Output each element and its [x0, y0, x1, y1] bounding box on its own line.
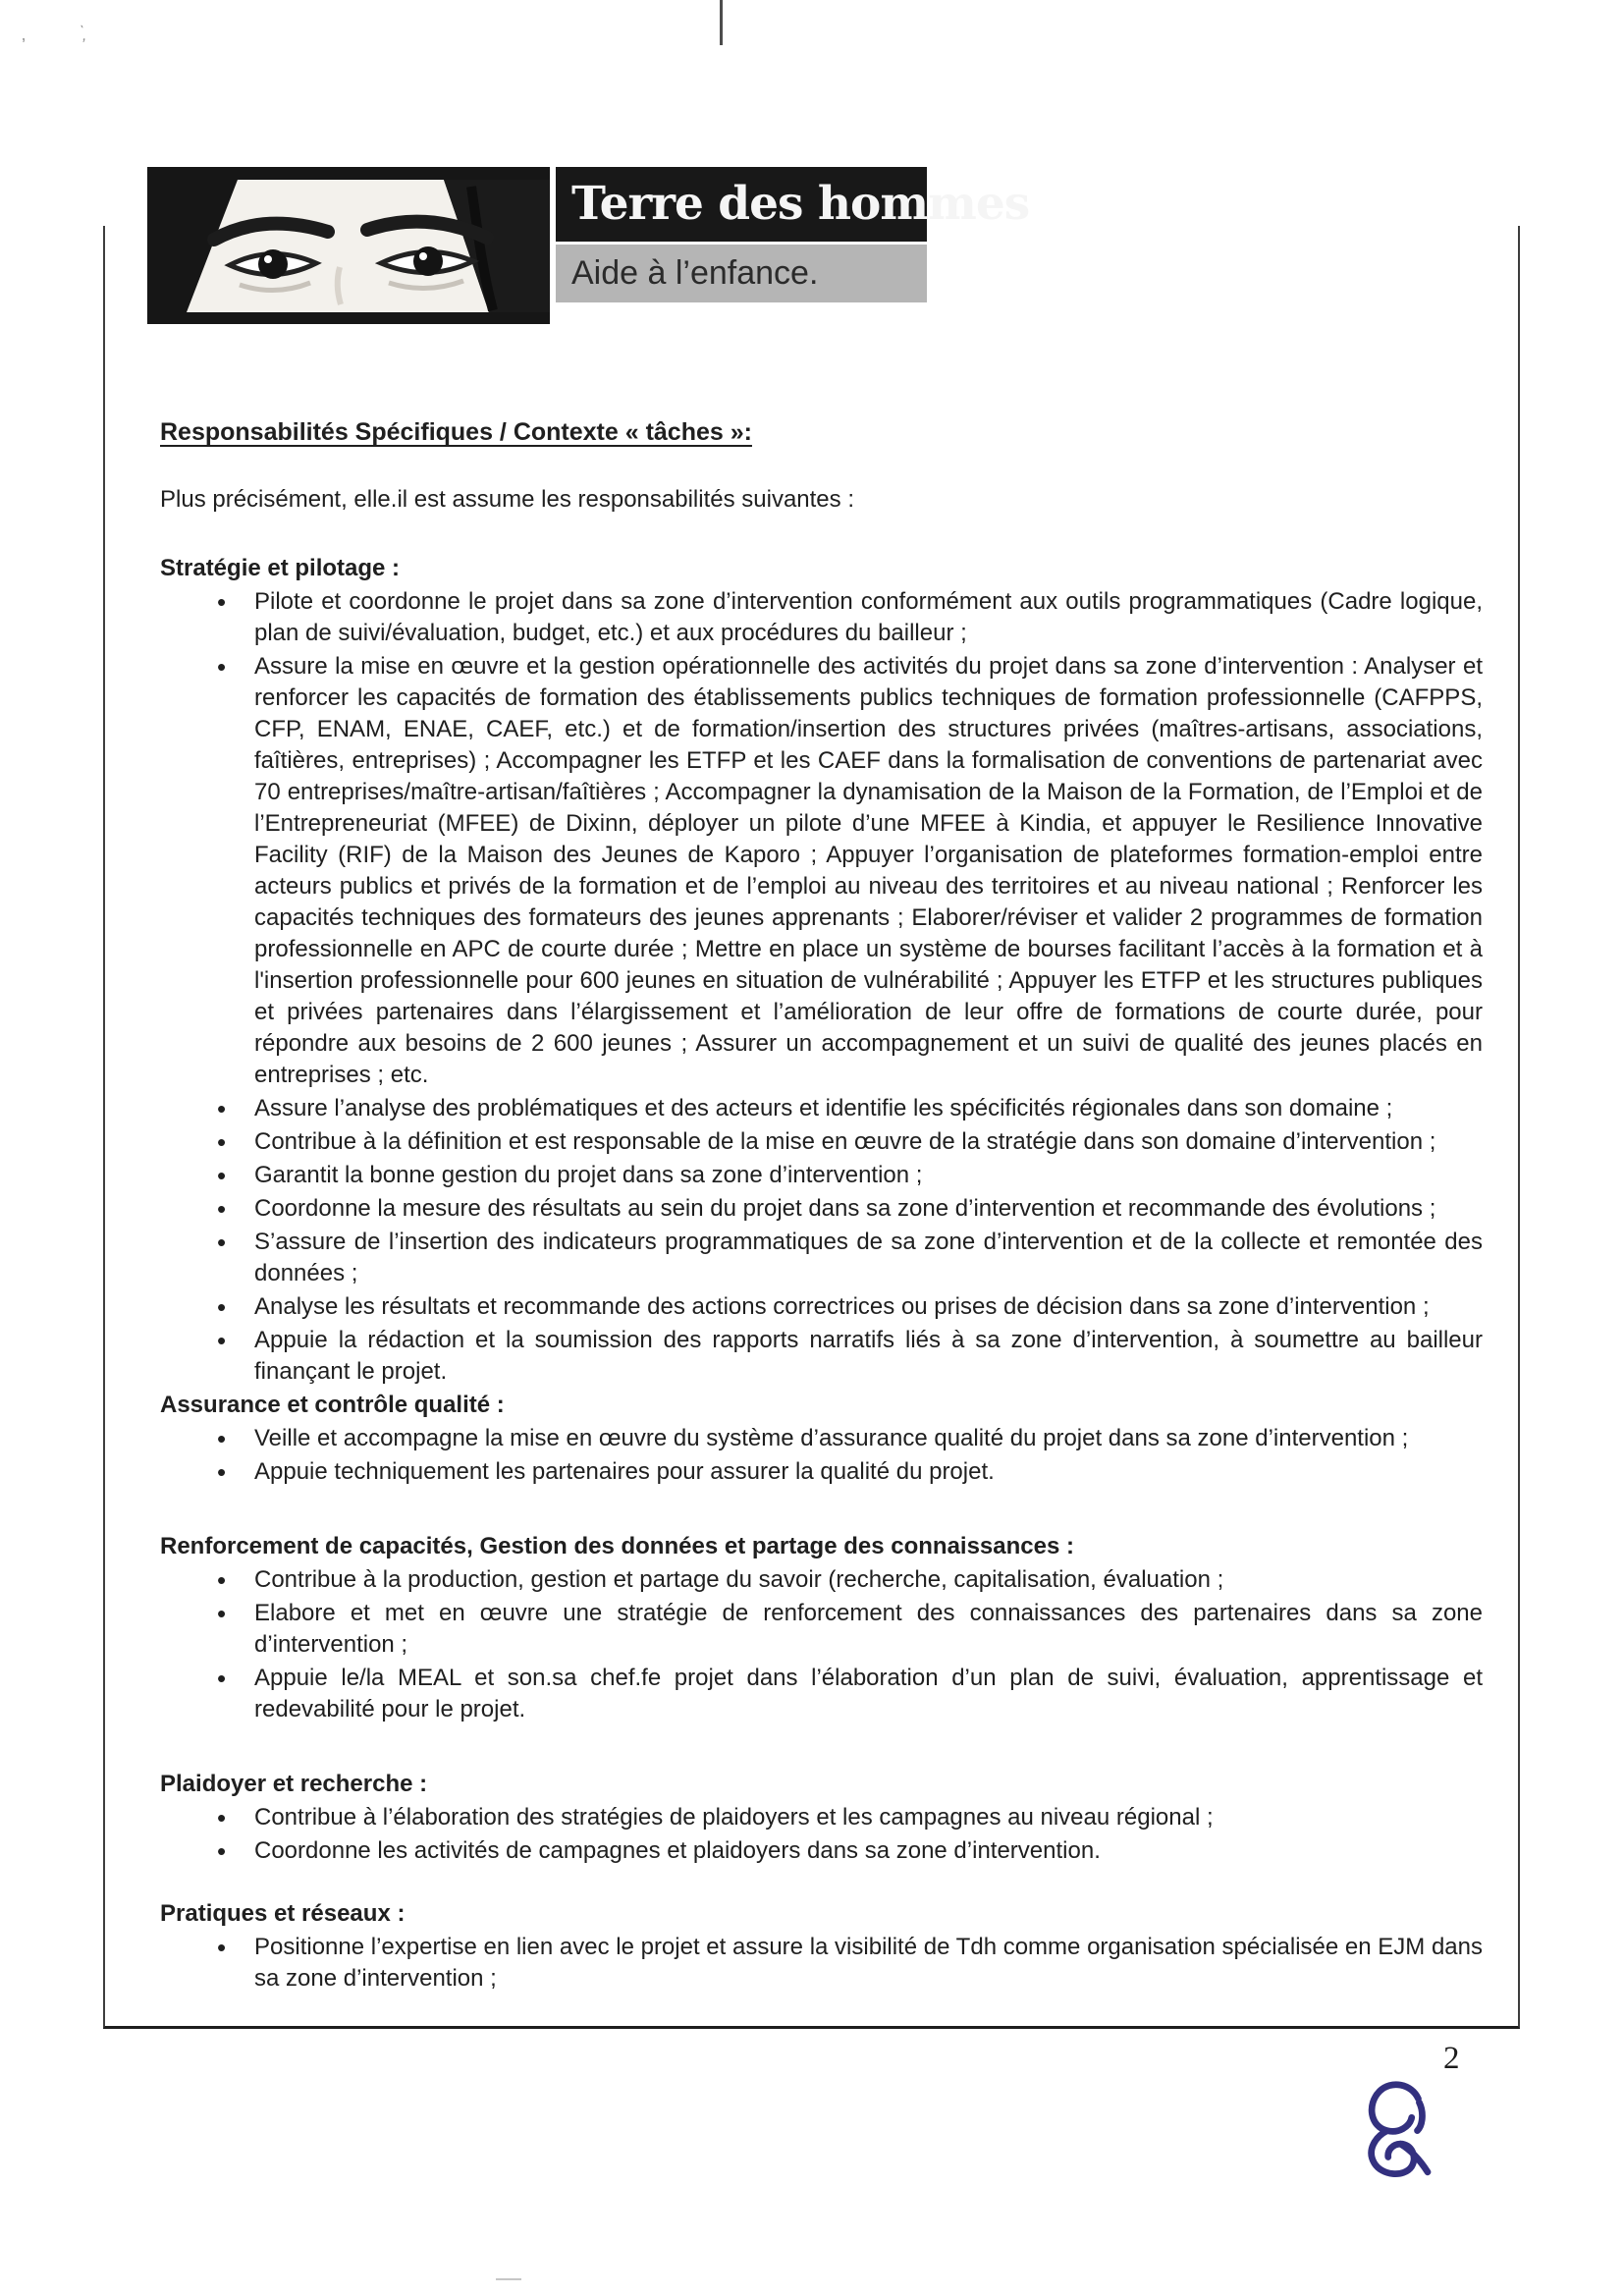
- logo-subtitle: Aide à l’enfance.: [556, 245, 927, 302]
- section-assurance-et-controle-qualite: [160, 1390, 1483, 1488]
- bullet-item: • Pilote et coordonne le projet dans sa zone d’intervention conformément aux outils programmatiques (Cadre logique, plan de suivi/évaluation, budget, etc.) et aux procédures du bailleur ;: [160, 586, 1483, 649]
- logo-title: Terre des hommes: [556, 167, 927, 242]
- section-title: Assurance et contrôle qualité :: [160, 1392, 505, 1418]
- bullet-item: • Contribue à la production, gestion et partage du savoir (recherche, capitalisation, évaluation ;: [160, 1564, 1483, 1596]
- bullet-item: • Appuie la rédaction et la soumission des rapports narratifs liés à sa zone d’intervention, à soumettre au bailleur finançant le projet.: [160, 1325, 1483, 1388]
- bullet-item: • Elabore et met en œuvre une stratégie de renforcement des connaissances des partenaires dans sa zone d’intervention ;: [160, 1598, 1483, 1661]
- scan-artifact-speck: ̀,: [81, 27, 89, 45]
- document-heading: Responsabilités Spécifiques / Contexte « tâches »:: [160, 418, 752, 446]
- section-renforcement-de-capacites: [160, 1531, 1483, 1725]
- bullet-item: • Assure l’analyse des problématiques et des acteurs et identifie les spécificités régionales dans son domaine ;: [160, 1093, 1483, 1124]
- bullet-item: • Positionne l’expertise en lien avec le projet et assure la visibilité de Tdh comme organisation spécialisée en EJM dans sa zone d’intervention ;: [160, 1932, 1483, 1995]
- bullet-item: • Contribue à la définition et est responsable de la mise en œuvre de la stratégie dans son domaine d’intervention ;: [160, 1126, 1483, 1158]
- bullet-item: • Analyse les résultats et recommande des actions correctrices ou prises de décision dans sa zone d’intervention ;: [160, 1291, 1483, 1323]
- bullet-item: • Coordonne les activités de campagnes et plaidoyers dans sa zone d’intervention.: [160, 1835, 1483, 1867]
- page-number: 2: [1443, 2041, 1460, 2076]
- section-strategie-et-pilotage: [160, 553, 1483, 1388]
- bullet-item: • Contribue à l’élaboration des stratégies de plaidoyers et les campagnes au niveau régional ;: [160, 1802, 1483, 1833]
- bullet-list: [160, 1802, 1483, 1867]
- scan-artifact-dash: [496, 2278, 521, 2280]
- bullet-list: [160, 1564, 1483, 1725]
- bullet-list: [160, 586, 1483, 1388]
- section-pratiques-et-reseaux: [160, 1898, 1483, 1995]
- section-plaidoyer-et-recherche: [160, 1769, 1483, 1867]
- scan-artifact-line: [720, 0, 723, 45]
- bullet-list: [160, 1423, 1483, 1488]
- signature-scribble: [1359, 2078, 1453, 2191]
- section-title: Renforcement de capacités, Gestion des données et partage des connaissances :: [160, 1533, 1074, 1559]
- bullet-item: • S’assure de l’insertion des indicateurs programmatiques de sa zone d’intervention et de la collecte et remontée des données ;: [160, 1227, 1483, 1289]
- document-intro: Plus précisément, elle.il est assume les responsabilités suivantes :: [160, 486, 854, 513]
- section-title: Plaidoyer et recherche :: [160, 1771, 428, 1797]
- bullet-item: • Assure la mise en œuvre et la gestion opérationnelle des activités du projet dans sa zone d’intervention : Analyser et renforcer les capacités de formation des établissements publics techniques de formation professionnelle (CAFPPS, CFP, ENAM, ENAE, CAEF, etc.) et de formation/insertion des structures privées (maîtres-artisans, associations, faîtières, entreprises) ; Accompagner les ETFP et les CAEF dans la formalisation de conventions de partenariat avec 70 entreprises/maître-artisan/faîtières ; Accompagner la dynamisation de la Maison de la Formation, de l’Emploi et de l’Entrepreneuriat (MFEE) de Dixinn, déployer un pilote d’une MFEE à Kindia, et appuyer le Resilience Innovative Facility (RIF) de la Maison des Jeunes de Kaporo ; Appuyer l’organisation de plateformes formation-emploi entre acteurs publics et privés de la formation et de l’emploi au niveau des territoires et au niveau national ; Renforcer les capacités techniques des formateurs des jeunes apprenants ; Elaborer/réviser et valider 2 programmes de formation professionnelle en APC de courte durée ; Mettre en place un système de bourses facilitant l’accès à la formation et à l'insertion professionnelle pour 600 jeunes en situation de vulnérabilité ; Appuyer les ETFP et les structures publiques et privées partenaires dans l’élargissement et l’amélioration de leur offre de formations de courte durée, pour répondre aux besoins de 2 600 jeunes ; Assurer un accompagnement et un suivi de qualité des jeunes placés en entreprises ; etc.: [160, 651, 1483, 1091]
- document-content-box: [103, 226, 1520, 2029]
- scan-artifact-speck: ’: [22, 35, 26, 55]
- bullet-item: • Appuie le/la MEAL et son.sa chef.fe projet dans l’élaboration d’un plan de suivi, évaluation, apprentissage et redevabilité pour le projet.: [160, 1663, 1483, 1725]
- bullet-item: • Coordonne la mesure des résultats au sein du projet dans sa zone d’intervention et recommande des évolutions ;: [160, 1193, 1483, 1225]
- section-title: Pratiques et réseaux :: [160, 1900, 406, 1927]
- bullet-item: • Appuie techniquement les partenaires pour assurer la qualité du projet.: [160, 1456, 1483, 1488]
- bullet-item: • Veille et accompagne la mise en œuvre du système d’assurance qualité du projet dans sa zone d’intervention ;: [160, 1423, 1483, 1454]
- section-title: Stratégie et pilotage :: [160, 555, 401, 581]
- bullet-item: • Garantit la bonne gestion du projet dans sa zone d’intervention ;: [160, 1160, 1483, 1191]
- bullet-list: [160, 1932, 1483, 1995]
